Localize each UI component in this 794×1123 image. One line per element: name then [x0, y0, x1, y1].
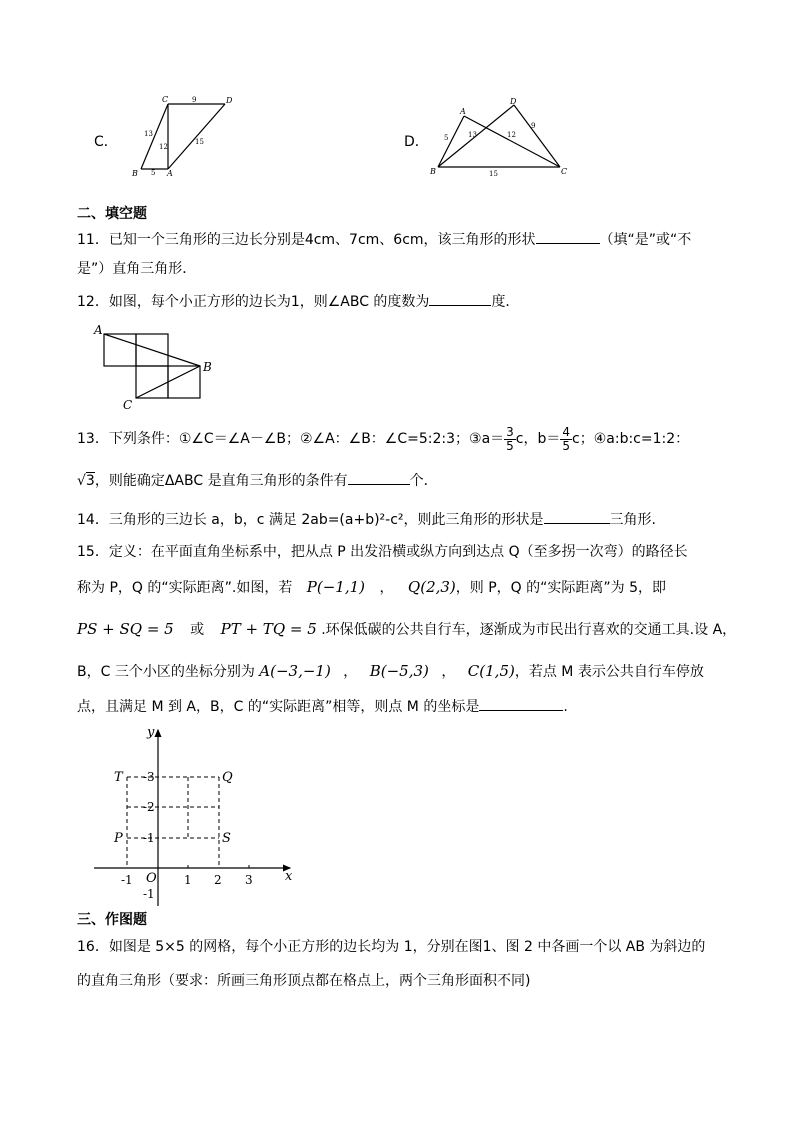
q15-text-5: 点，且满足 M 到 A，B，C 的“实际距离”相等，则点 M 的坐标是	[77, 699, 480, 715]
option-d-figure	[428, 96, 578, 180]
fig-d-point-a: A	[460, 107, 466, 116]
graph-ytick-2: -2	[143, 800, 155, 814]
q15-text-4a: B，C 三个小区的坐标分别为	[77, 664, 255, 680]
fig-d-len-dc: 9	[531, 122, 536, 130]
q15-line-3	[77, 619, 736, 639]
fig-c-len-cd: 9	[192, 96, 197, 104]
q12-text-b: 度．	[491, 294, 520, 310]
fig-c-point-c: C	[162, 95, 169, 104]
fig-d-len-ab: 5	[444, 134, 449, 142]
q12-point-a: A	[94, 323, 103, 337]
q15-point-b: B(−5,3)	[369, 662, 429, 680]
q11-text-a: 11．已知一个三角形的三边长分别是4cm、7cm、6cm，该三角形的形状	[77, 232, 536, 248]
q16-line-2: 的直角三角形（要求：所画三角形顶点都在格点上，两个三角形面积不同)	[77, 973, 531, 989]
graph-point-p: P	[114, 831, 123, 846]
section-3-title: 三、作图题	[77, 912, 147, 928]
q14-text-b: 三角形.	[609, 512, 656, 528]
graph-point-s: S	[222, 831, 231, 846]
q15-text-5-end: .	[563, 699, 568, 715]
q12-point-c: C	[123, 398, 133, 412]
q15-point-p: P(−1,1)	[306, 578, 366, 596]
q15-or: 或	[190, 622, 205, 638]
fig-c-point-a: A	[167, 169, 173, 178]
q11-answer-blank[interactable]	[536, 229, 600, 244]
question-13	[77, 424, 689, 454]
graph-xtick-2: 2	[214, 873, 222, 887]
q15-equation-2: PT + TQ = 5	[220, 620, 317, 638]
q13-text-1: 13．下列条件：①∠C＝∠A－∠B；②∠A：∠B：∠C=5:2:3；③a＝	[77, 431, 505, 447]
fig-c-len-ba: 5	[151, 169, 156, 177]
q16-line-1: 16．如图是 5×5 的网格，每个小正方形的边长均为 1，分别在图1、图 2 中各画一个以 AB 为斜边的	[77, 939, 706, 955]
q13-line-2	[77, 470, 438, 490]
q15-text-2a: 称为 P，Q 的“实际距离”.如图，若	[77, 580, 293, 596]
q13-fraction-a: $\frac{3}{5}$	[506, 424, 514, 453]
graph-x-label: x	[285, 869, 293, 884]
question-14	[77, 509, 656, 529]
q15-answer-blank[interactable]	[479, 696, 563, 711]
graph-xtick-3: 3	[245, 873, 253, 887]
q15-point-c: C(1,5)	[467, 662, 515, 680]
graph-ytick-1: -1	[143, 831, 155, 845]
question-11	[77, 229, 691, 249]
graph-ytick-neg1: -1	[143, 887, 155, 901]
q13-sqrt-value: 3	[85, 473, 95, 489]
graph-xtick-1: 1	[184, 873, 192, 887]
question-12	[77, 291, 519, 311]
fig-d-point-c: C	[561, 167, 568, 176]
fig-d-len-db: 12	[507, 131, 516, 139]
fig-c-point-d: D	[226, 96, 233, 105]
fig-c-point-b: B	[132, 169, 138, 178]
fig-d-len-bc: 15	[489, 170, 498, 178]
q13-text-4: ，则能确定ΔABC 是直角三角形的条件有	[94, 473, 348, 489]
q13-text-5: 个．	[409, 473, 438, 489]
q15-line-1: 15．定义：在平面直角坐标系中，把从点 P 出发沿横或纵方向到达点 Q（至多拐一次弯）的路径长	[77, 544, 688, 560]
graph-y-label: y	[147, 725, 155, 740]
graph-point-q: Q	[222, 770, 233, 785]
q14-text-a: 14．三角形的三边长 a，b，c 满足 2ab=(a+b)²-c²，则此三角形的形状是	[77, 512, 544, 528]
q15-text-4b: ，若点 M 表示公共自行车停放	[514, 664, 704, 680]
q15-equation-1: PS + SQ = 5	[77, 620, 174, 638]
q13-answer-blank[interactable]	[348, 470, 410, 485]
graph-origin: O	[146, 871, 157, 886]
q15-line-5	[77, 696, 568, 716]
sqrt-symbol: √	[77, 473, 86, 489]
fig-c-len-bc: 13	[144, 130, 153, 138]
graph-ytick-3: -3	[143, 770, 155, 784]
q11-text-b: （填“是”或“不	[599, 232, 692, 248]
q14-answer-blank[interactable]	[544, 509, 610, 524]
q12-answer-blank[interactable]	[429, 291, 491, 306]
graph-xtick-neg1: -1	[121, 873, 133, 887]
q12-text-a: 12．如图，每个小正方形的边长为1，则∠ABC 的度数为	[77, 294, 430, 310]
q13-text-3: c；④a:b:c=1:2：	[572, 431, 690, 447]
option-d-label: D．	[404, 134, 429, 150]
q13-text-2: c，b＝	[515, 431, 561, 447]
q15-text-2b: ，则 P，Q 的“实际距离”为 5，即	[455, 580, 667, 596]
fig-d-len-ac: 13	[468, 131, 477, 139]
fig-d-point-d: D	[510, 97, 517, 106]
q12-grid-figure	[92, 320, 222, 412]
q15-point-a: A(−3,−1)	[259, 662, 331, 680]
graph-point-t: T	[114, 770, 123, 785]
q15-coordinate-graph	[90, 722, 300, 912]
q15-line-2: 称为 P，Q 的“实际距离”.如图，若 P(−1,1) ， Q(2,3)，则 P，Q 的“实际距离”为 5，即	[77, 578, 667, 596]
q15-text-3b: .环保低碳的公共自行车，逐渐成为市民出行喜欢的交通工具.设 A，	[321, 622, 737, 638]
fig-c-len-ad: 15	[195, 138, 204, 146]
q15-line-4: B，C 三个小区的坐标分别为 A(−3,−1) ， B(−5,3) ， C(1,5)，若点 M 表示公共自行车停放	[77, 662, 704, 680]
q15-point-q: Q(2,3)	[407, 578, 456, 596]
q13-fraction-b: $\frac{4}{5}$	[562, 424, 571, 453]
q11-line-2: 是”）直角三角形．	[77, 261, 197, 277]
q12-point-b: B	[203, 360, 212, 374]
option-c-label: C．	[94, 134, 118, 150]
fig-c-len-ca: 12	[159, 143, 168, 151]
fig-d-point-b: B	[430, 167, 436, 176]
section-2-title: 二、填空题	[77, 206, 147, 222]
option-c-figure	[128, 94, 238, 180]
